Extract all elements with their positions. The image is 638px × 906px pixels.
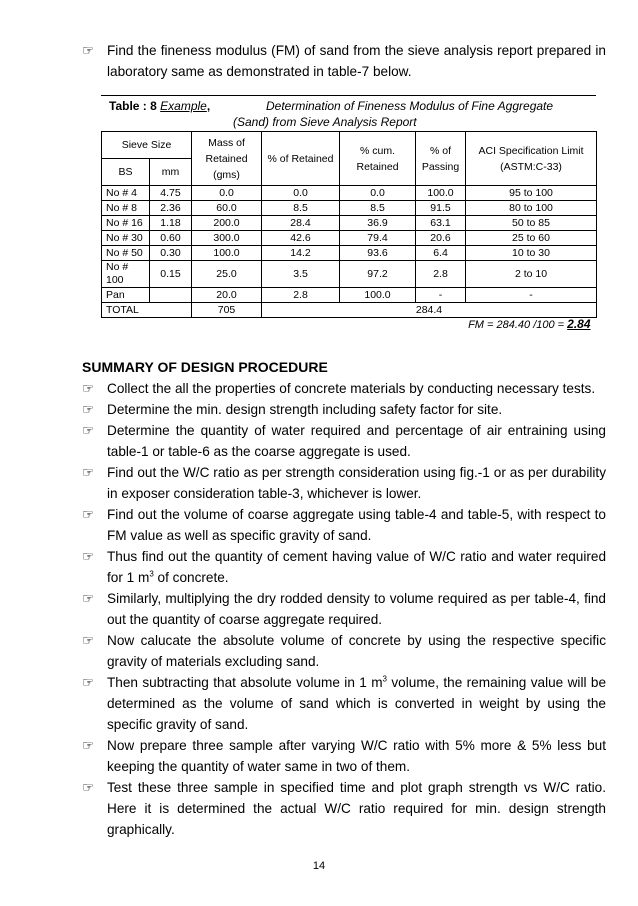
header-sieve-size: Sieve Size	[102, 132, 192, 159]
pointing-hand-icon: ☞	[82, 780, 95, 795]
cell-cum-retained: 8.5	[340, 201, 416, 216]
table-row	[102, 288, 597, 303]
cell-pct-retained: 8.5	[262, 201, 340, 216]
summary-item-text: Thus find out the quantity of cement having value of W/C ratio and water required for 1 $m^3$ of concrete.	[107, 549, 606, 585]
pointing-hand-icon: ☞	[82, 423, 95, 438]
cell-mm: 0.30	[150, 246, 192, 261]
summary-item-text: Then subtracting that absolute volume in 1 $m^3$ volume, the remaining value will be determined as the volume of sand which is converted in weight by using the specific gravity of sand.	[107, 674, 606, 732]
fm-result: FM = 284.40 /100 = 2.84	[468, 317, 591, 331]
cell-pct-passing: 100.0	[416, 186, 466, 201]
table-row	[102, 216, 597, 231]
table-row	[102, 246, 597, 261]
cell-mm: 1.18	[150, 216, 192, 231]
cell-pct-passing: 2.8	[416, 261, 466, 288]
cell-pct-retained: 3.5	[262, 261, 340, 288]
pointing-hand-icon: ☞	[82, 633, 95, 648]
cell-aci-limit: 2 to 10	[466, 261, 597, 288]
summary-item	[82, 672, 606, 735]
cell-mass: 0.0	[192, 186, 262, 201]
cell-mm: 0.15	[150, 261, 192, 288]
summary-item-text: Now prepare three sample after varying W/C ratio with 5% more & 5% less but keeping the quantity of water same in two of them.	[107, 738, 606, 774]
summary-item	[82, 399, 606, 420]
cell-mass: 100.0	[192, 246, 262, 261]
table-caption	[101, 95, 596, 131]
pointing-hand-icon: ☞	[82, 549, 95, 564]
summary-item	[82, 504, 606, 546]
page-number: 14	[312, 860, 326, 872]
sieve-table-block	[101, 95, 596, 332]
cell-pct-retained: 28.4	[262, 216, 340, 231]
header-aci-spec: ACI Specification Limit (ASTM:C-33)	[466, 132, 597, 186]
cell-pct-retained: 42.6	[262, 231, 340, 246]
summary-item	[82, 630, 606, 672]
cell-mm	[150, 288, 192, 303]
table-row	[102, 261, 597, 288]
cell-aci-limit: 25 to 60	[466, 231, 597, 246]
cell-aci-limit: 95 to 100	[466, 186, 597, 201]
cell-aci-limit: -	[466, 288, 597, 303]
cell-mm: 2.36	[150, 201, 192, 216]
cell-pct-passing: -	[416, 288, 466, 303]
summary-item	[82, 420, 606, 462]
caption-line2: (Sand) from Sieve Analysis Report	[233, 115, 417, 129]
summary-item-text: Now calucate the absolute volume of concrete by using the respective specific gravity of materials excluding sand.	[107, 633, 606, 669]
header-cum-retained: % cum. Retained	[340, 132, 416, 186]
summary-item	[82, 462, 606, 504]
table-row	[102, 231, 597, 246]
summary-item	[82, 546, 606, 588]
intro-text: Find the fineness modulus (FM) of sand from the sieve analysis report prepared in laboratory same as demonstrated in table-7 below.	[107, 43, 606, 79]
cell-aci-limit: 80 to 100	[466, 201, 597, 216]
summary-item-text: Find out the volume of coarse aggregate using table-4 and table-5, with respect to FM value as well as specific gravity of sand.	[107, 507, 606, 543]
cell-mass: 300.0	[192, 231, 262, 246]
cell-mass: 200.0	[192, 216, 262, 231]
cell-mm: 4.75	[150, 186, 192, 201]
cell-bs: No # 100	[102, 261, 150, 288]
cell-bs: No # 16	[102, 216, 150, 231]
summary-item-text: Determine the min. design strength including safety factor for site.	[107, 402, 503, 417]
cell-pct-retained: 2.8	[262, 288, 340, 303]
cell-mass: 20.0	[192, 288, 262, 303]
pointing-hand-icon: ☞	[82, 675, 95, 690]
cell-pct-passing: 20.6	[416, 231, 466, 246]
table-row	[102, 186, 597, 201]
pointing-hand-icon: ☞	[82, 738, 95, 753]
sieve-analysis-table	[101, 131, 597, 332]
cell-bs: No # 8	[102, 201, 150, 216]
cell-mass: 60.0	[192, 201, 262, 216]
table-example: Example	[160, 99, 207, 113]
cell-cum-retained: 79.4	[340, 231, 416, 246]
header-pct-retained: % of Retained	[262, 132, 340, 186]
summary-item-text: Similarly, multiplying the dry rodded density to volume required as per table-4, find out the quantity of coarse aggregate required.	[107, 591, 606, 627]
table-label: Table : 8 Example,	[109, 99, 211, 113]
cell-pct-retained: 0.0	[262, 186, 340, 201]
cell-bs: No # 30	[102, 231, 150, 246]
header-mm: mm	[150, 159, 192, 186]
cell-mass: 25.0	[192, 261, 262, 288]
cell-mm: 0.60	[150, 231, 192, 246]
cell-pct-retained: 14.2	[262, 246, 340, 261]
cell-bs: No # 4	[102, 186, 150, 201]
cell-cum-retained: 100.0	[340, 288, 416, 303]
cell-bs: No # 50	[102, 246, 150, 261]
summary-item-text: Find out the W/C ratio as per strength consideration using fig.-1 or as per durability in exposer consideration table-3, whichever is lower.	[107, 465, 606, 501]
summary-item	[82, 777, 606, 840]
cell-bs: Pan	[102, 288, 150, 303]
intro-bullet	[82, 40, 606, 82]
total-label: TOTAL	[102, 303, 192, 318]
summary-item-text: Test these three sample in specified time and plot graph strength vs W/C ratio. Here it is determined the actual W/C ratio required for min. design strength graphically.	[107, 780, 606, 837]
pointing-hand-icon: ☞	[82, 381, 95, 396]
summary-heading: SUMMARY OF DESIGN PROCEDURE	[82, 359, 328, 375]
summary-list	[82, 378, 606, 840]
cell-aci-limit: 10 to 30	[466, 246, 597, 261]
header-pct-passing: % of Passing	[416, 132, 466, 186]
cell-pct-passing: 63.1	[416, 216, 466, 231]
summary-item	[82, 735, 606, 777]
table-row	[102, 201, 597, 216]
summary-item-text: Collect the all the properties of concrete materials by conducting necessary tests.	[107, 381, 596, 396]
summary-item	[82, 588, 606, 630]
cell-cum-retained: 36.9	[340, 216, 416, 231]
cell-aci-limit: 50 to 85	[466, 216, 597, 231]
pointing-hand-icon: ☞	[82, 591, 95, 606]
fm-row	[102, 318, 597, 333]
cell-cum-retained: 93.6	[340, 246, 416, 261]
total-cum: 284.4	[262, 303, 597, 318]
pointing-hand-icon: ☞	[82, 465, 95, 480]
pointing-hand-icon: ☞	[82, 402, 95, 417]
cell-cum-retained: 97.2	[340, 261, 416, 288]
cell-pct-passing: 6.4	[416, 246, 466, 261]
total-row	[102, 303, 597, 318]
summary-item	[82, 378, 606, 399]
cell-pct-passing: 91.5	[416, 201, 466, 216]
cell-cum-retained: 0.0	[340, 186, 416, 201]
pointing-hand-icon: ☞	[82, 507, 95, 522]
pointing-hand-icon: ☞	[82, 43, 95, 58]
total-mass: 705	[192, 303, 262, 318]
header-bs: BS	[102, 159, 150, 186]
fm-value: 2.84	[567, 317, 591, 331]
header-mass-retained: Mass of Retained (gms)	[192, 132, 262, 186]
caption-line1: Determination of Fineness Modulus of Fine Aggregate	[266, 99, 554, 113]
summary-item-text: Determine the quantity of water required and percentage of air entraining using table-1 or table-6 as the coarse aggregate is used.	[107, 423, 606, 459]
